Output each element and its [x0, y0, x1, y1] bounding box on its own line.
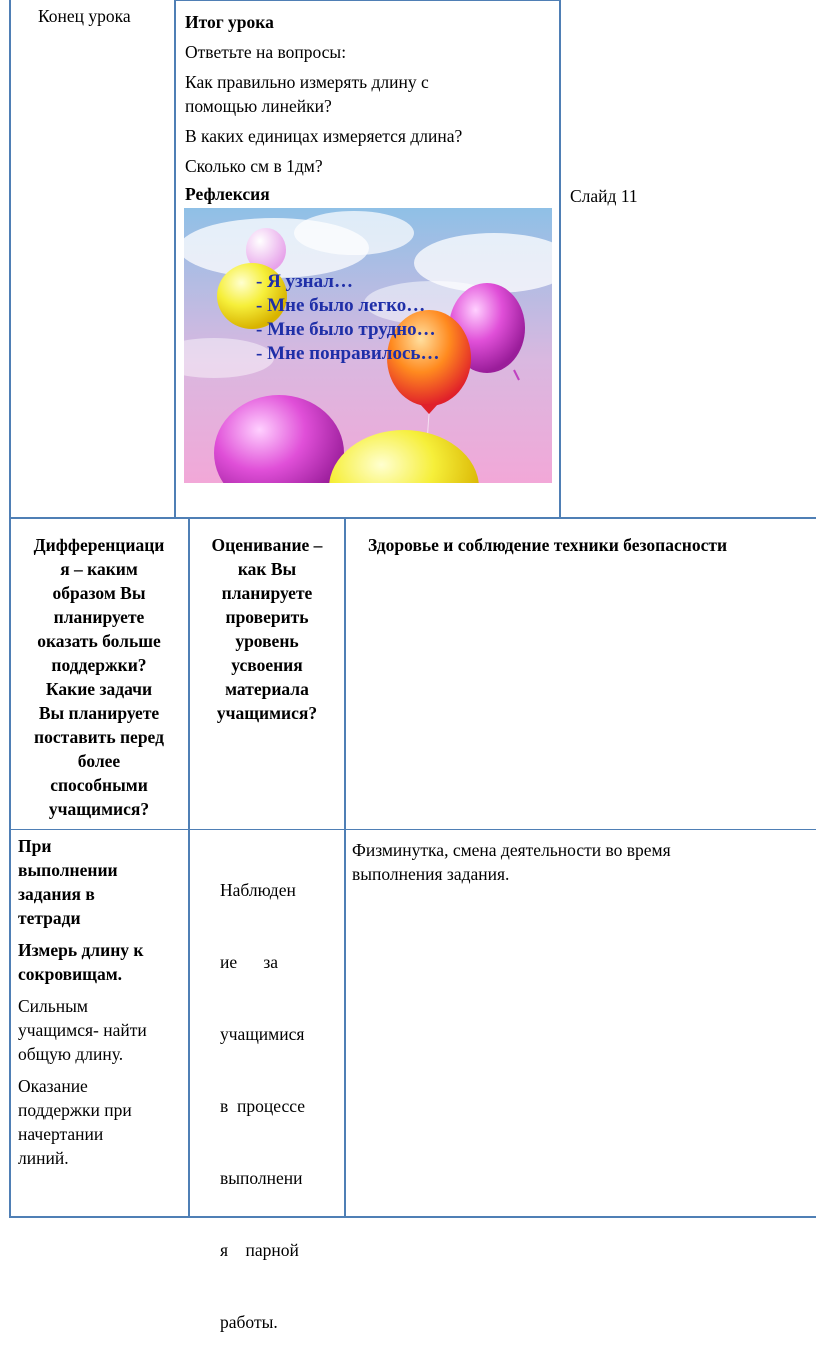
row1-top-border — [174, 0, 561, 1]
task-line: тетради — [18, 908, 81, 928]
diff-line: более — [77, 751, 121, 771]
task-line: линий. — [18, 1148, 69, 1168]
physical-break-cell — [352, 838, 812, 886]
question-1-line-1: Как правильно измерять длину с — [185, 72, 429, 92]
observation-line: выполнени — [220, 1168, 303, 1188]
task-measure-treasure — [18, 938, 186, 986]
assess-line: усвоения — [231, 655, 303, 675]
diff-line: поставить перед — [34, 727, 164, 747]
slide-label: Слайд 11 — [570, 186, 638, 206]
diff-line: учащимися? — [48, 799, 150, 819]
reflection-line-4: - Мне понравилось… — [256, 343, 440, 364]
row2-col2-divider — [344, 518, 346, 1218]
task-line: выполнении — [18, 860, 118, 880]
observation-line: в процессе — [220, 1096, 305, 1116]
question-1-line-2: помощью линейки? — [185, 96, 332, 116]
task-line: начертании — [18, 1124, 104, 1144]
assess-line: проверить — [225, 607, 309, 627]
diff-line: способными — [50, 775, 148, 795]
reflection-line-2: - Мне было легко… — [256, 295, 426, 316]
task-support — [18, 1074, 186, 1170]
assess-line: планируете — [221, 583, 313, 603]
task-line: сокровищам. — [18, 964, 123, 984]
health-safety-header: Здоровье и соблюдение техники безопасности — [368, 535, 728, 555]
summary-intro: Ответьте на вопросы: — [185, 42, 347, 62]
reflection-line-3: - Мне было трудно… — [256, 319, 436, 340]
task-line: Сильным — [18, 996, 88, 1016]
row2-bottom-border — [9, 829, 816, 830]
lesson-summary-cell — [185, 10, 555, 206]
observation-line: Наблюден — [220, 880, 296, 900]
row1-col1-divider — [174, 0, 176, 518]
task-line: При — [18, 836, 52, 856]
reflection-balloons-image — [184, 208, 552, 483]
reflection-heading: Рефлексия — [185, 184, 270, 204]
task-line: Оказание — [18, 1076, 88, 1096]
table-border-bottom — [9, 1216, 816, 1218]
differentiation-header — [14, 533, 184, 821]
assess-line: Оценивание – — [211, 535, 323, 555]
reflection-prompts — [256, 270, 439, 366]
diff-line: образом Вы — [52, 583, 146, 603]
summary-heading: Итог урока — [185, 12, 274, 32]
observation-cell — [220, 830, 324, 1358]
task-line: общую длину. — [18, 1044, 124, 1064]
reflection-line-1: - Я узнал… — [256, 271, 353, 292]
diff-line: Какие задачи — [45, 679, 153, 699]
diff-line: планируете — [53, 607, 145, 627]
task-strong-students — [18, 994, 186, 1066]
assess-line: материала — [225, 679, 309, 699]
observation-line: я парной — [220, 1240, 299, 1260]
question-3: Сколько см в 1дм? — [185, 156, 323, 176]
row1-bottom-border — [9, 517, 816, 519]
row1-col2-divider — [559, 0, 561, 518]
assess-line: как Вы — [237, 559, 297, 579]
task-description-cell — [18, 834, 186, 1170]
table-border-left — [9, 0, 11, 1218]
observation-line: работы. — [220, 1312, 278, 1332]
question-2: В каких единицах измеряется длина? — [185, 126, 463, 146]
observation-line: ие за — [220, 952, 279, 972]
task-notebook — [18, 834, 186, 930]
assess-line: уровень — [235, 631, 299, 651]
physical-break-line-1: Физминутка, смена деятельности во время — [352, 840, 671, 860]
task-line: учащимся- найти — [18, 1020, 147, 1040]
task-line: Измерь длину к — [18, 940, 144, 960]
lesson-end-label: Конец урока — [38, 6, 131, 26]
diff-line: оказать больше — [37, 631, 161, 651]
assessment-header — [192, 533, 342, 725]
diff-line: поддержки? — [51, 655, 147, 675]
diff-line: я – каким — [60, 559, 138, 579]
diff-line: Вы планируете — [38, 703, 160, 723]
task-line: задания в — [18, 884, 95, 904]
diff-line: Дифференциаци — [33, 535, 165, 555]
observation-line: учащимися — [220, 1024, 305, 1044]
physical-break-line-2: выполнения задания. — [352, 864, 510, 884]
task-line: поддержки при — [18, 1100, 132, 1120]
row2-col1-divider — [188, 518, 190, 1218]
assess-line: учащимися? — [216, 703, 318, 723]
